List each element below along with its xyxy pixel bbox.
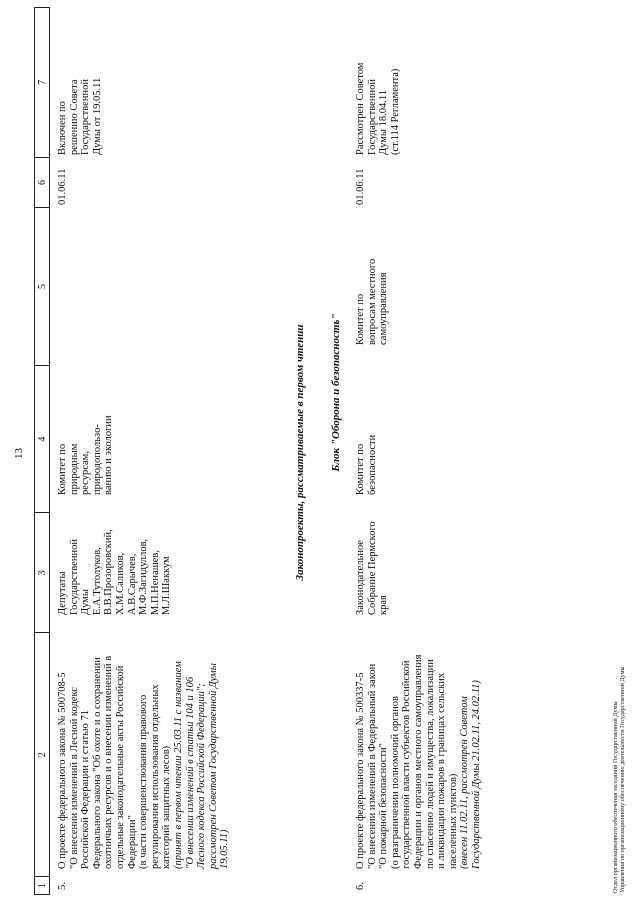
description-line: Федерального закона "Об охоте и о сохранении	[91, 657, 103, 869]
description-line: охотничьих ресурсов и о внесении изменений в	[103, 655, 115, 869]
bill-description	[355, 614, 483, 869]
author-line: М.П.Ненашев,	[149, 549, 161, 615]
committee-line: природопользо-	[91, 424, 103, 495]
author-line: Государственной	[68, 539, 80, 615]
status-line: Государственной	[80, 79, 92, 155]
row-number: 5.	[57, 882, 68, 890]
description-line: Российской Федерации и статью 71	[80, 710, 92, 869]
footer-line: Управления по организационному обеспечению деятельности Государственной Думы	[619, 666, 626, 893]
committee-line: природным	[68, 443, 80, 495]
column-number-header	[34, 7, 50, 895]
bill-status	[355, 15, 401, 155]
responsible-committee	[57, 375, 115, 495]
co-executor-committee	[355, 225, 390, 345]
description-line: Федерации"	[126, 815, 138, 869]
author-line: М.Ф.Загидуллов,	[138, 538, 150, 615]
author-line: Законодательное	[355, 540, 366, 615]
committee-line: Комитет по	[57, 443, 68, 495]
description-line: О проекте федерального закона № 500708-5	[57, 672, 68, 869]
footer	[612, 666, 626, 893]
status-note-line: Лесного кодекса Российской Федерации";	[196, 683, 208, 869]
responsible-committee	[355, 375, 378, 495]
column-number: 4	[35, 365, 50, 513]
page-number: 13	[13, 448, 25, 459]
co-committee-line: Комитет по	[355, 293, 366, 345]
bill-authors	[355, 503, 390, 615]
status-line: решению Совета	[68, 79, 80, 155]
status-note-line: (внесен 11.02.11, рассмотрен Советом	[459, 696, 471, 869]
status-note-line: рассмотрен Советом Государственной Думы	[207, 663, 219, 869]
consideration-date: 01.06.11	[57, 168, 68, 205]
author-line: Думы	[80, 589, 92, 615]
status-line: (ст.114 Регламента)	[389, 68, 401, 155]
committee-line: Комитет по	[355, 443, 366, 495]
note-line: регулирования использования отдельных	[149, 684, 161, 869]
footer-line: Отдел организационного обеспечения заседаний Государственной Думы	[612, 701, 619, 893]
section-heading: Законопроекты, рассматриваемые в первом чтении	[294, 324, 306, 581]
author-line: В.В.Прозоровский,	[103, 529, 115, 615]
author-line: А.В.Сарычев,	[126, 553, 138, 615]
bill-description	[57, 619, 231, 869]
description-line: "О внесении изменений в Лесной кодекс	[68, 687, 80, 869]
committee-line: ресурсам,	[80, 451, 92, 495]
consideration-date: 01.06.11	[355, 168, 366, 205]
status-note-line: "О внесении изменений в статьи 104 и 106	[184, 676, 196, 869]
note-line: (в части совершенствования правового	[138, 694, 150, 869]
column-number: 3	[35, 513, 50, 633]
status-note-line: Государственной Думы 21.02.11, 24.02.11)	[470, 680, 482, 869]
author-line: Х.М.Саликов,	[114, 552, 126, 615]
author-line: края	[378, 595, 390, 615]
status-line: Рассмотрен Советом	[355, 62, 366, 155]
description-line: отдельные законодательные акты Российской	[114, 665, 126, 869]
row-number: 6.	[355, 882, 366, 890]
column-number: 7	[35, 8, 50, 158]
note-line: населенных пунктов)	[447, 773, 459, 869]
committee-line: безопасности	[366, 434, 378, 495]
column-number: 5	[35, 208, 50, 366]
author-line: Е.А.Тутолуков,	[91, 547, 103, 615]
status-line: Думы 18.04.11	[378, 90, 390, 155]
status-line: Думы от 19.05.11	[91, 77, 103, 155]
status-line: Включен по	[57, 101, 68, 155]
status-note-line: 19.05.11)	[219, 829, 231, 869]
author-line: Собрание Пермского	[366, 521, 378, 615]
bill-status	[57, 15, 103, 155]
description-line: "О внесении изменений в Федеральный закон	[366, 663, 378, 869]
co-committee-line: самоуправления	[378, 272, 390, 345]
description-line: О проекте федерального закона № 500337-5	[355, 672, 366, 869]
column-number: 1	[35, 877, 50, 895]
column-number: 2	[35, 633, 50, 877]
note-line: (о разграничении полномочий органов	[389, 695, 401, 869]
note-line: категорий защитных лесов)	[161, 745, 173, 869]
description-line: "О пожарной безопасности"	[378, 743, 390, 869]
author-line: М.Л.Шаккум	[161, 556, 173, 615]
note-line: по спасению людей и имущества, локализации	[424, 659, 436, 869]
status-line: Государственной	[366, 79, 378, 155]
block-heading: Блок "Оборона и безопасность"	[330, 313, 342, 472]
note-line: государственной власти субъектов Российской	[401, 660, 413, 869]
committee-line: ванию и экологии	[103, 415, 115, 495]
author-line: Депутаты	[57, 571, 68, 615]
co-committee-line: вопросам местного	[366, 258, 378, 345]
note-line: Федерации и органов местного самоуправления	[412, 654, 424, 869]
status-note-line: (принят в первом чтении 25.03.11 с названием	[172, 661, 184, 869]
column-number: 6	[35, 157, 50, 208]
note-line: и ликвидации пожаров в границах сельских	[436, 672, 448, 869]
bill-authors	[57, 503, 173, 615]
